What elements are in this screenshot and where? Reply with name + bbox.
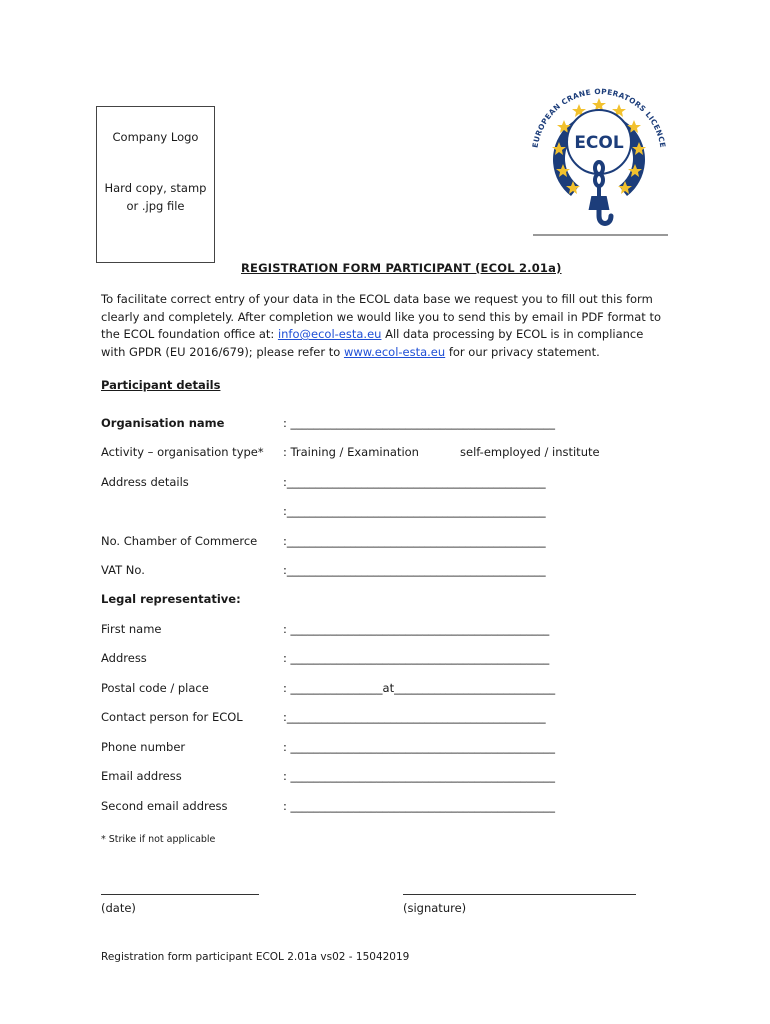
legal-representative-heading: Legal representative: — [101, 592, 241, 606]
contact-person-field[interactable]: :_____________________________________________ — [283, 710, 546, 724]
address-details-field-2[interactable]: :_____________________________________________ — [283, 504, 546, 518]
footnote: * Strike if not applicable — [101, 834, 216, 845]
signature-line[interactable] — [403, 894, 636, 895]
intro-line-3: the ECOL foundation office at: info@ecol-esta.eu All data processing by ECOL is in compliance — [101, 327, 644, 341]
phone-number-label: Phone number — [101, 740, 186, 754]
address-field[interactable]: : _____________________________________________ — [283, 651, 550, 665]
chamber-of-commerce-field[interactable]: :_____________________________________________ — [283, 534, 546, 548]
chamber-of-commerce-label: No. Chamber of Commerce — [101, 534, 258, 548]
date-line[interactable] — [101, 894, 259, 895]
second-email-label: Second email address — [101, 799, 228, 813]
participant-details-heading: Participant details — [101, 378, 221, 392]
page-footer: Registration form participant ECOL 2.01a vs02 - 15042019 — [101, 951, 410, 963]
organisation-name-label: Organisation name — [101, 416, 225, 430]
address-details-field[interactable]: :_____________________________________________ — [283, 475, 546, 489]
signature-label: (signature) — [403, 901, 467, 915]
organisation-name-field[interactable]: : ______________________________________________ — [283, 416, 556, 430]
intro-line-2: clearly and completely. After completion we would like you to send this by email in PDF format to — [101, 309, 662, 324]
activity-label: Activity – organisation type* — [101, 445, 264, 459]
email-address-field[interactable]: : ______________________________________________ — [283, 769, 556, 783]
intro-line-1: To facilitate correct entry of your data in the ECOL data base we request you to fill out this form — [101, 292, 653, 306]
email-address-label: Email address — [101, 769, 182, 783]
address-label: Address — [101, 651, 147, 665]
activity-option-self-employed[interactable]: self-employed / institute — [460, 445, 600, 459]
vat-label: VAT No. — [101, 563, 145, 577]
phone-number-field[interactable]: : ______________________________________________ — [283, 740, 556, 754]
ecol-wordmark: ECOL — [574, 133, 624, 153]
logo-box-line1: Company Logo — [112, 130, 199, 144]
address-details-label: Address details — [101, 475, 189, 489]
vat-field[interactable]: :_____________________________________________ — [283, 563, 546, 577]
date-label: (date) — [101, 901, 136, 915]
postal-code-label: Postal code / place — [101, 681, 209, 695]
form-title: REGISTRATION FORM PARTICIPANT (ECOL 2.01a) — [241, 261, 562, 275]
intro-line-4: with GPDR (EU 2016/679); please refer to www.ecol-esta.eu for our privacy statement. — [101, 344, 600, 359]
logo-box-line3: or .jpg file — [126, 199, 185, 213]
intro-paragraph — [101, 291, 661, 361]
logo-box-line2: Hard copy, stamp — [104, 181, 207, 195]
first-name-label: First name — [101, 622, 162, 636]
ecol-ring-text: EUROPEAN CRANE OPERATORS LICENCE — [530, 86, 668, 149]
activity-option-training[interactable]: : Training / Examination — [283, 445, 419, 459]
company-logo-box — [96, 106, 215, 263]
first-name-field[interactable]: : _____________________________________________ — [283, 622, 550, 636]
second-email-field[interactable]: : ______________________________________________ — [283, 799, 556, 813]
ecol-logo — [523, 74, 675, 244]
website-link[interactable]: www.ecol-esta.eu — [343, 344, 446, 359]
email-link[interactable]: info@ecol-esta.eu — [277, 327, 382, 341]
postal-code-field[interactable]: : ________________at____________________________ — [283, 681, 556, 695]
contact-person-label: Contact person for ECOL — [101, 710, 243, 724]
